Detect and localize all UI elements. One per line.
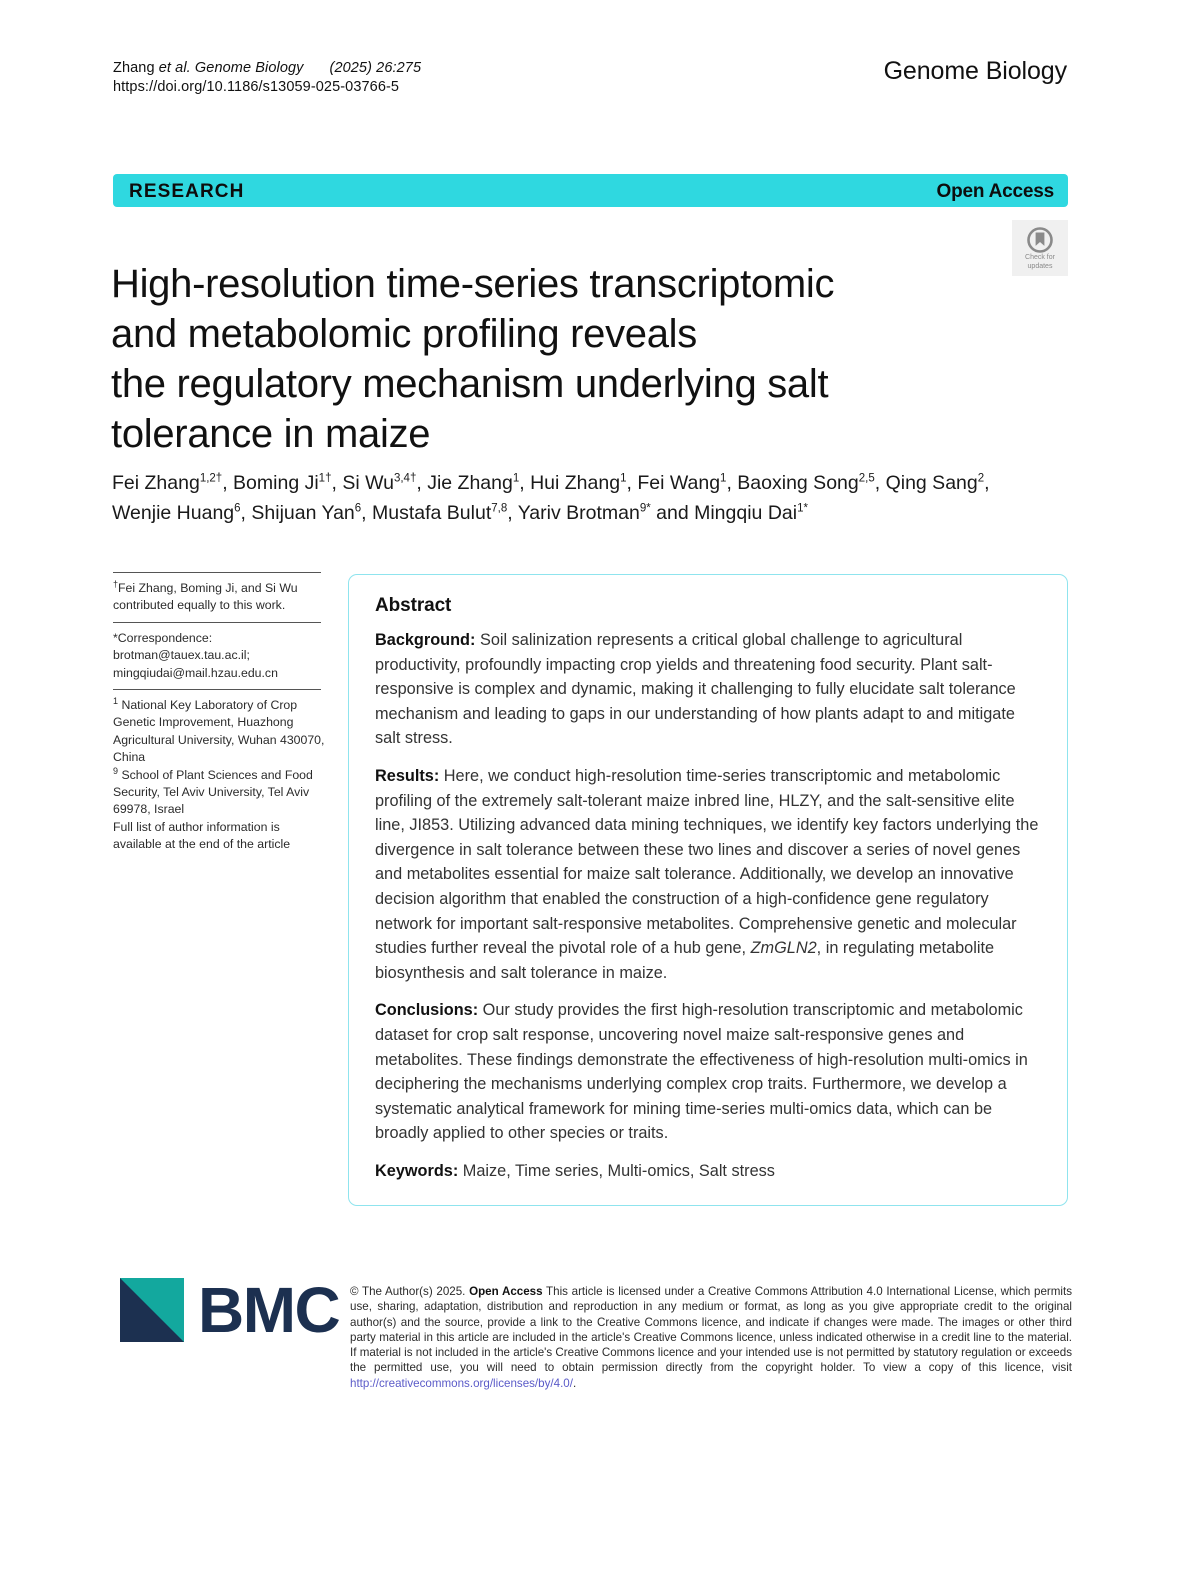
author-entry[interactable] xyxy=(372,502,507,524)
abstract-box xyxy=(348,574,1068,1206)
abstract-section-keywords xyxy=(375,1159,1041,1184)
author-affiliation-marker: 1,2† xyxy=(199,472,223,485)
author-affiliation-marker: 3,4† xyxy=(393,472,417,485)
title-line-3: the regulatory mechanism underlying salt xyxy=(111,361,829,406)
crossmark-badge[interactable] xyxy=(1012,220,1068,276)
affiliation-marker: 1 xyxy=(113,695,119,706)
affiliation-marker: 9 xyxy=(113,765,119,776)
abstract-text-conclusions: Our study provides the first high-resolution transcriptomic and metabolomic dataset for crop salt response, uncovering novel maize salt-responsive genes and metabolites. These findings demonstrate the effectiveness of high-resolution multi-omics in deciphering the mechanisms underlying complex crop traits. Furthermore, we develop a systematic analytical framework for mining time-series multi-omics data, which can be broadly applied to other species or traits. xyxy=(375,1001,1028,1143)
author-name: Si Wu xyxy=(342,472,394,494)
author-list: Fei Zhang$^{1,2\dagger}$, Boming $Ji^{1\dagger}$, Si $Wu^{3,4\dagger}$, Jie Zhang$^1$, Hui Zhang$^1$, Fei Wang$^1$, Baoxing Song$^{2,5}$, Qing Sang$^2$, Wenjie Huang$^6$, Shijuan Yan$^6$, Mustafa Bulut$^{7,8}$, Yariv Brotman$^{9*}$ and Mingqiu Dai$^{1*}$ xyxy=(112,472,990,524)
dagger-marker: † xyxy=(113,578,119,589)
equal-contribution-text: Fei Zhang, Boming Ji, and Si Wu contributed equally to this work. xyxy=(113,581,298,613)
journal-title: Genome Biology xyxy=(883,57,1067,85)
author-name: Shijuan Yan xyxy=(251,502,355,524)
author-name: Wenjie Huang xyxy=(112,502,235,524)
author-name: Baoxing Song xyxy=(737,472,859,494)
affiliation-item xyxy=(113,767,325,819)
author-name: Jie Zhang xyxy=(427,472,513,494)
author-name: Yariv Brotman xyxy=(517,502,640,524)
author-affiliation-marker: 1 xyxy=(512,472,520,485)
author-entry[interactable] xyxy=(251,502,361,524)
doi-line[interactable]: https://doi.org/10.1186/s13059-025-03766-5 xyxy=(113,79,400,95)
bmc-wordmark: BMC xyxy=(198,1274,340,1346)
affiliation-text: School of Plant Sciences and Food Security, Tel Aviv University, Tel Aviv 69978, Israel xyxy=(113,767,313,817)
author-affiliation-marker: 1† xyxy=(318,472,332,485)
abstract-text-results-part2: , in regulating metabolite biosynthesis and salt tolerance in maize. xyxy=(375,939,995,982)
author-affiliation-marker: 9* xyxy=(639,502,651,515)
abstract-text-background: Soil salinization represents a critical global challenge to agricultural productivity, profoundly impacting crop yields and threatening food security. Plant salt-responsive is complex and dynamic, making it challenging to fully elucidate salt tolerance mechanism and leading to gaps in our understanding of how plants adapt to and mitigate salt stress. xyxy=(375,631,1016,748)
affiliation-item xyxy=(113,697,325,767)
bookmark-circle-icon xyxy=(1027,226,1053,253)
bmc-logo[interactable] xyxy=(120,1274,340,1346)
title-line-2: and metabolomic profiling reveals xyxy=(111,311,697,356)
author-affiliation-marker: 6 xyxy=(234,502,241,515)
author-name: Boming Ji xyxy=(233,472,319,494)
author-conjunction: and xyxy=(656,502,689,524)
author-affiliation-marker: 6 xyxy=(354,502,362,515)
author-affiliation-marker: 1 xyxy=(720,472,727,485)
title-line-1: High-resolution time-series transcriptomic xyxy=(111,261,835,306)
license-open-access-label: Open Access xyxy=(469,1285,543,1298)
author-entry[interactable] xyxy=(342,472,416,494)
author-entry[interactable] xyxy=(233,472,331,494)
author-name: Qing Sang xyxy=(885,472,978,494)
title-line-4: tolerance in maize xyxy=(111,411,431,456)
abstract-section-results xyxy=(375,764,1041,985)
license-url-link[interactable]: http://creativecommons.org/licenses/by/4.0/ xyxy=(350,1376,573,1390)
author-name: Mingqiu Dai xyxy=(694,502,798,524)
author-entry[interactable] xyxy=(427,472,519,494)
running-head xyxy=(113,60,733,95)
citation-author: Zhang xyxy=(113,60,159,76)
affiliations-note xyxy=(113,690,325,861)
article-type-label: RESEARCH xyxy=(129,181,245,202)
abstract-text-keywords: Maize, Time series, Multi-omics, Salt stress xyxy=(462,1161,775,1180)
author-affiliation-marker: 2,5 xyxy=(858,472,875,485)
author-name: Fei Wang xyxy=(637,472,721,494)
author-name: Hui Zhang xyxy=(530,472,621,494)
author-entry[interactable] xyxy=(518,502,651,524)
abstract-section-background xyxy=(375,628,1041,751)
page-title xyxy=(111,259,981,459)
abstract-label-results: Results: xyxy=(375,766,440,785)
author-affiliation-marker: 7,8 xyxy=(491,502,508,515)
correspondence-label: *Correspondence: xyxy=(113,630,213,645)
license-body: This article is licensed under a Creative Commons Attribution 4.0 International License, which permits use, sharing, adaptation, distribution and reproduction in any medium or format, as long as you give appropriate credit to the original author(s) and the source, provide a link to the Creative Commons licence, and indicate if changes were made. The images or other third party material in this article are included in the article's Creative Commons licence, unless indicated otherwise in a credit line to the material. If material is not included in the article's Creative Commons licence and your intended use is not permitted by statutory regulation or exceeds the permitted use, you will need to obtain permission directly from the copyright holder. To view a copy of this licence, visit xyxy=(350,1285,1072,1375)
full-author-list-note: Full list of author information is available at the end of the article xyxy=(113,819,291,852)
abstract-text-results-part1: Here, we conduct high-resolution time-series transcriptomic and metabolomic profiling of the extremely salt-tolerant maize inbred line, HLZY, and the salt-sensitive elite line, JI853. Utilizing advanced data mining techniques, we identify key factors underlying the divergence in salt tolerance between these two lines and discover a series of novel genes and metabolites essential for maize salt tolerance. Additionally, we develop an innovative decision algorithm that enabled the construction of a high-confidence gene regulatory network for important salt-responsive metabolites. Comprehensive genetic and molecular studies further reveal the pivotal role of a hub gene, xyxy=(375,766,1039,958)
abstract-label-conclusions: Conclusions: xyxy=(375,1001,479,1020)
author-entry[interactable] xyxy=(112,472,222,494)
author-notes-sidebar xyxy=(113,572,325,861)
abstract-section-conclusions xyxy=(375,998,1041,1146)
crossmark-line1: Check for xyxy=(1025,253,1055,261)
license-statement xyxy=(350,1284,1072,1391)
author-affiliation-marker: 2 xyxy=(977,472,985,485)
correspondence-note xyxy=(113,623,325,689)
citation-journal: et al. Genome Biology xyxy=(158,60,304,76)
abstract-label-background: Background: xyxy=(375,631,476,649)
affiliation-text: National Key Laboratory of Crop Genetic Improvement, Huazhong Agricultural University, Wuhan 430070, China xyxy=(113,698,325,765)
equal-contribution-note xyxy=(113,573,325,622)
citation-line xyxy=(113,60,733,76)
abstract-label-keywords: Keywords: xyxy=(375,1161,459,1180)
license-copyright: © The Author(s) 2025. xyxy=(350,1285,470,1298)
author-entry[interactable] xyxy=(737,472,874,494)
author-affiliation-marker: 1* xyxy=(797,502,808,515)
author-name: Mustafa Bulut xyxy=(372,502,492,524)
author-entry[interactable] xyxy=(112,502,241,524)
open-access-label: Open Access xyxy=(936,181,1054,202)
author-entry[interactable] xyxy=(886,472,985,494)
author-affiliation-marker: 1 xyxy=(620,472,627,485)
citation-volume: (2025) 26:275 xyxy=(329,60,422,76)
gene-name-zmgln2: ZmGLN2 xyxy=(750,939,817,958)
author-name: Fei Zhang xyxy=(112,472,200,494)
license-suffix: . xyxy=(572,1376,577,1390)
bmc-mark-icon xyxy=(120,1278,184,1342)
crossmark-line2: updates xyxy=(1027,262,1053,270)
author-entry[interactable] xyxy=(530,472,626,494)
author-entry[interactable] xyxy=(694,502,808,524)
open-access-banner xyxy=(113,174,1068,207)
correspondence-emails[interactable]: brotman@tauex.tau.ac.il; mingqiudai@mail.hzau.edu.cn xyxy=(113,648,278,680)
author-entry[interactable] xyxy=(637,472,726,494)
abstract-heading: Abstract xyxy=(375,595,452,616)
